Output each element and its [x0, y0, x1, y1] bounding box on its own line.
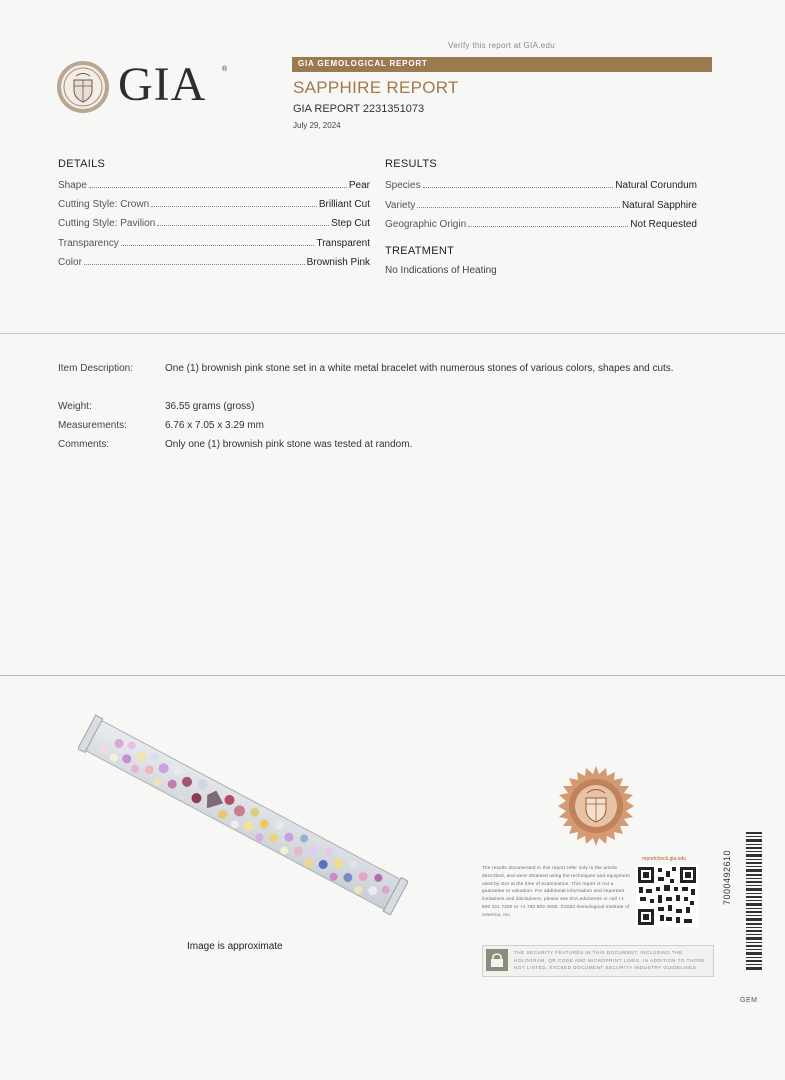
- image-caption: Image is approximate: [187, 941, 283, 952]
- item-description-value: One (1) brownish pink stone set in a white metal bracelet with numerous stones of various colors, shapes and cuts.: [165, 363, 674, 374]
- details-label: Shape: [58, 180, 87, 191]
- details-value: Step Cut: [331, 218, 370, 229]
- details-heading: DETAILS: [58, 158, 106, 170]
- report-band: [292, 57, 712, 72]
- details-row: [58, 235, 370, 249]
- verify-link[interactable]: Verify this report at GIA.edu: [448, 41, 555, 50]
- details-row: [58, 196, 370, 210]
- details-value: Brownish Pink: [306, 257, 370, 268]
- details-value: Brilliant Cut: [318, 199, 370, 210]
- qr-code-icon[interactable]: [636, 865, 698, 927]
- weight-value: 36.55 grams (gross): [165, 401, 255, 412]
- report-number: GIA REPORT 2231351073: [293, 103, 425, 115]
- reportcheck-link[interactable]: reportcheck.gia.edu: [642, 856, 686, 862]
- gia-gold-seal-icon: [556, 766, 636, 846]
- results-label: Geographic Origin: [385, 219, 467, 230]
- results-value: Not Requested: [630, 219, 697, 230]
- measurements-label: Measurements:: [58, 420, 127, 431]
- details-label: Cutting Style: Crown: [58, 199, 150, 210]
- gem-code: GEM: [740, 997, 758, 1004]
- details-row: [58, 215, 370, 229]
- divider: [0, 333, 785, 334]
- divider: [0, 675, 785, 676]
- treatment-text: No Indications of Heating: [385, 265, 497, 276]
- bracelet-image: [78, 710, 408, 920]
- gia-seal-icon: [56, 60, 110, 114]
- results-row: [385, 197, 697, 211]
- measurements-value: 6.76 x 7.05 x 3.29 mm: [165, 420, 264, 431]
- results-label: Variety: [385, 200, 416, 211]
- details-label: Cutting Style: Pavilion: [58, 218, 156, 229]
- gia-logo-text: GIA: [118, 58, 207, 111]
- details-value: Transparent: [316, 238, 370, 249]
- results-row: [385, 177, 697, 191]
- lock-icon: [486, 949, 508, 971]
- barcode-icon: [746, 832, 762, 972]
- details-row: [58, 254, 370, 268]
- report-date: July 29, 2024: [293, 121, 341, 130]
- comments-label: Comments:: [58, 439, 110, 450]
- weight-label: Weight:: [58, 401, 92, 412]
- results-value: Natural Sapphire: [621, 200, 697, 211]
- item-description-label: Item Description:: [58, 363, 134, 374]
- results-row: [385, 216, 697, 230]
- barcode-number: 7000492610: [722, 849, 732, 905]
- comments-value: Only one (1) brownish pink stone was tested at random.: [165, 439, 413, 450]
- registered-mark: ®: [222, 66, 228, 73]
- details-label: Color: [58, 257, 82, 268]
- results-label: Species: [385, 180, 421, 191]
- disclaimer-text: The results documented in this report refer only to the article described, and were obtained using the techniques and equipment used by GIA at the time of examination. This report is not a guarantee or valuation. For additional information and important limitations and disclaimers, please see GIA.edu/terms or call +1 800 421 7250 or +1 760 603 4500. ©2024 Gemological Institute of America, Inc.: [482, 865, 630, 917]
- security-text: THE SECURITY FEATURES IN THIS DOCUMENT, INCLUDING THE HOLOGRAM, QR CODE AND MICROPRINT LINES, IN ADDITION TO THOSE NOT LISTED, EXCEED DOCUMENT SECURITY INDUSTRY GUIDELINES.: [514, 950, 705, 970]
- band-label: GIA GEMOLOGICAL REPORT: [298, 59, 428, 68]
- results-heading: RESULTS: [385, 158, 438, 170]
- details-row: [58, 177, 370, 191]
- details-value: Pear: [348, 180, 370, 191]
- details-label: Transparency: [58, 238, 119, 249]
- report-title: SAPPHIRE REPORT: [293, 78, 459, 97]
- results-value: Natural Corundum: [615, 180, 697, 191]
- treatment-heading: TREATMENT: [385, 245, 455, 257]
